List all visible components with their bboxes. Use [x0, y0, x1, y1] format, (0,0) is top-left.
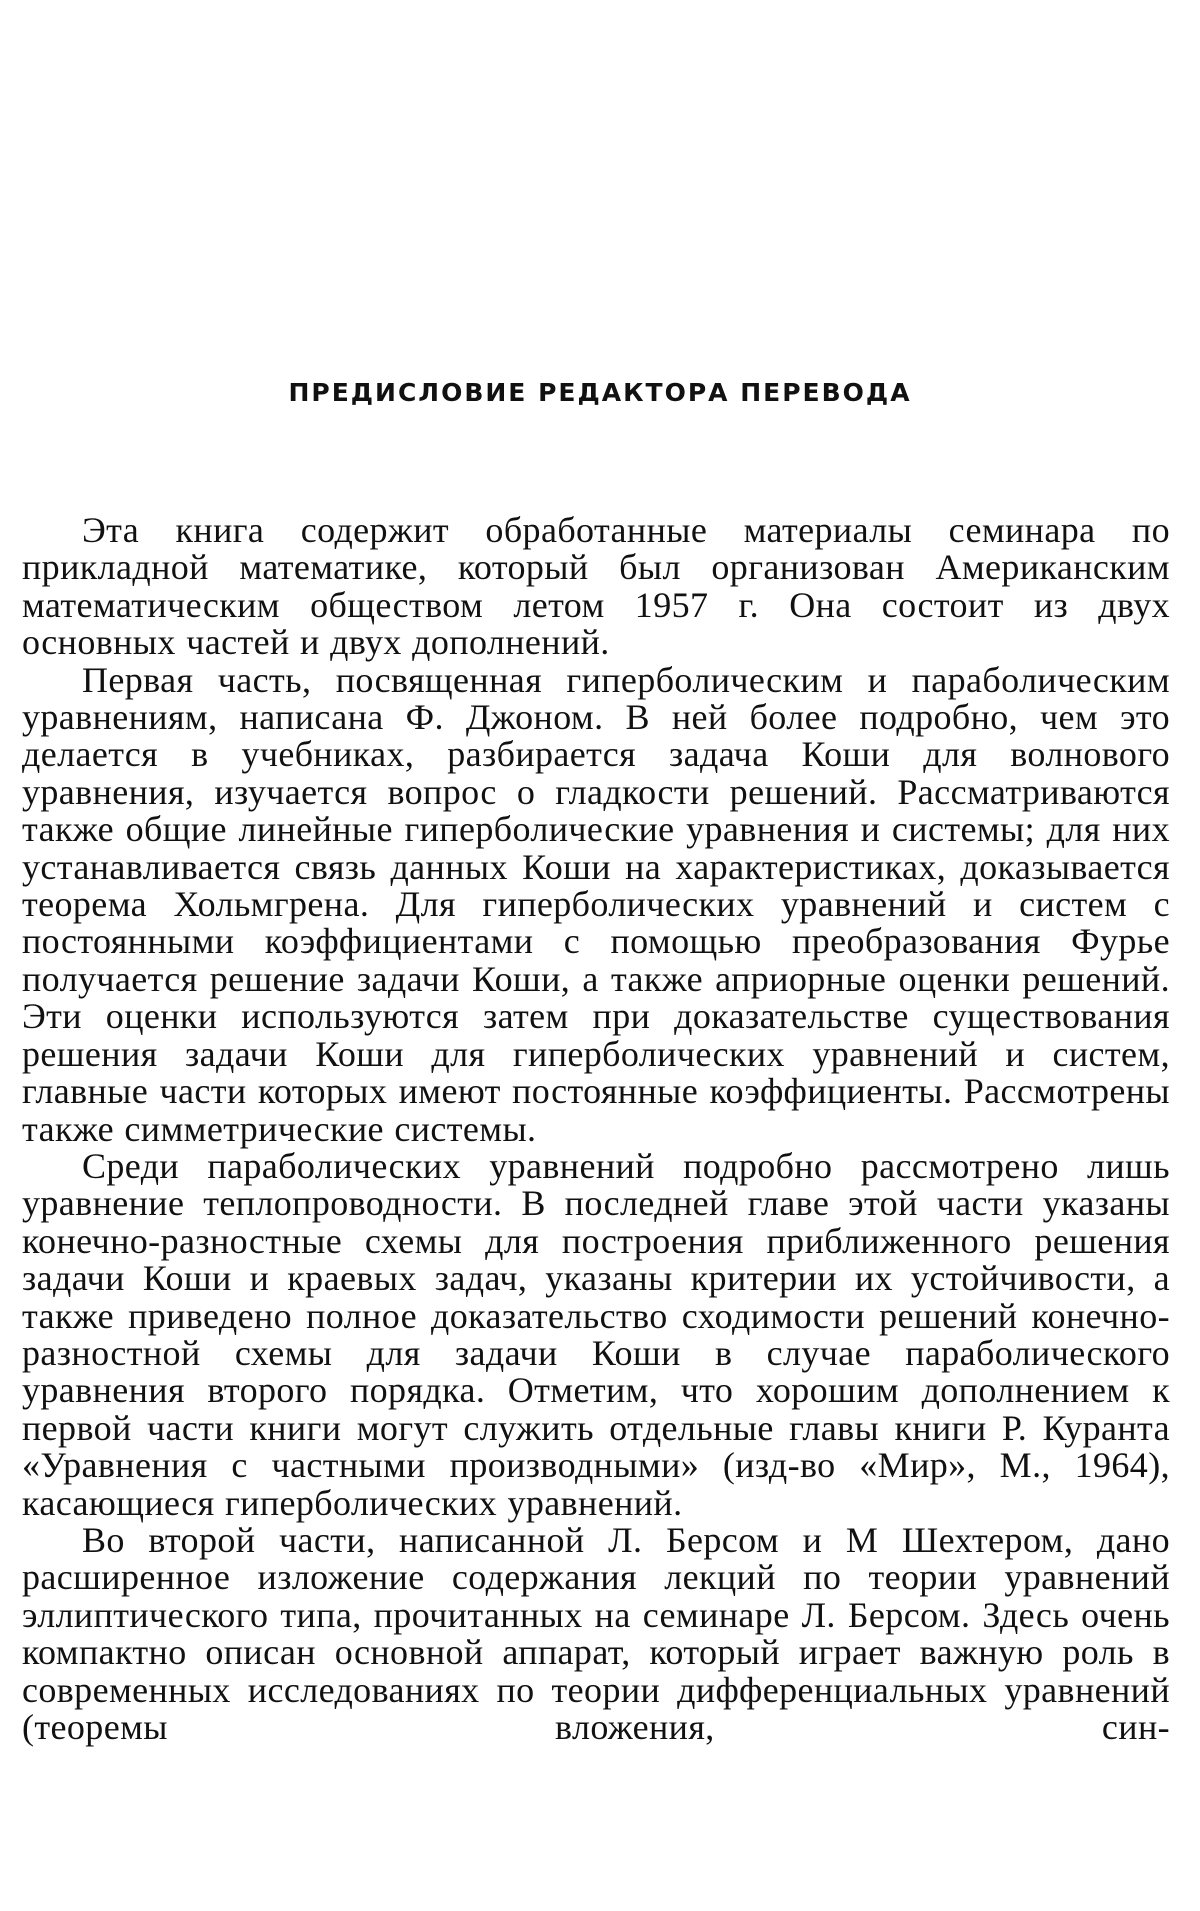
paragraph-4: Во второй части, написанной Л. Берсом и М Шехтером, дано расширенное изложение содержания лекций по теории уравнений эллиптического типа, прочитанных на семинаре Л. Берсом. Здесь очень компактно описан основной аппарат, который играет важную роль в современных исследованиях по теории дифференциальных уравнений (теоремы вложения, син-	[22, 1519, 1170, 1747]
paragraph-3: Среди параболических уравнений подробно рассмотрено лишь уравнение теплопроводности. В последней главе этой части указаны конечно-разностные схемы для построения приближенного решения задачи Коши и краевых задач, указаны критерии их устойчивости, а также приведено полное доказательство сходимости решений конечно-разностной схемы для задачи Коши в случае параболического уравнения второго порядка. Отметим, что хорошим дополнением к первой части книги могут служить отдельные главы книги Р. Куранта «Уравнения с частными производными» (изд-во «Мир», М., 1964), касающиеся гиперболических уравнений.	[22, 1145, 1170, 1523]
page-title: ПРЕДИСЛОВИЕ РЕДАКТОРА ПЕРЕВОДА	[288, 378, 912, 407]
body-text	[22, 512, 1170, 1746]
paragraph-1: Эта книга содержит обработанные материалы семинара по прикладной математике, который был организован Американским математическим обществом летом 1957 г. Она состоит из двух основных частей и двух дополнений.	[22, 510, 1170, 663]
paragraph-2: Первая часть, посвященная гиперболическим и параболическим уравнениям, написана Ф. Джоном. В ней более подробно, чем это делается в учебниках, разбирается задача Коши для волнового уравнения, изучается вопрос о гладкости решений. Рассматриваются также общие линейные гиперболические уравнения и системы; для них устанавливается связь данных Коши на характеристиках, доказывается теорема Хольмгрена. Для гиперболических уравнений и систем с постоянными коэффициентами с помощью преобразования Фурье получается решение задачи Коши, а также априорные оценки решений. Эти оценки используются затем при доказательстве существования решения задачи Коши для гиперболических уравнений и систем, главные части которых имеют постоянные коэффициенты. Рассмотрены также симметрические системы.	[22, 659, 1170, 1149]
